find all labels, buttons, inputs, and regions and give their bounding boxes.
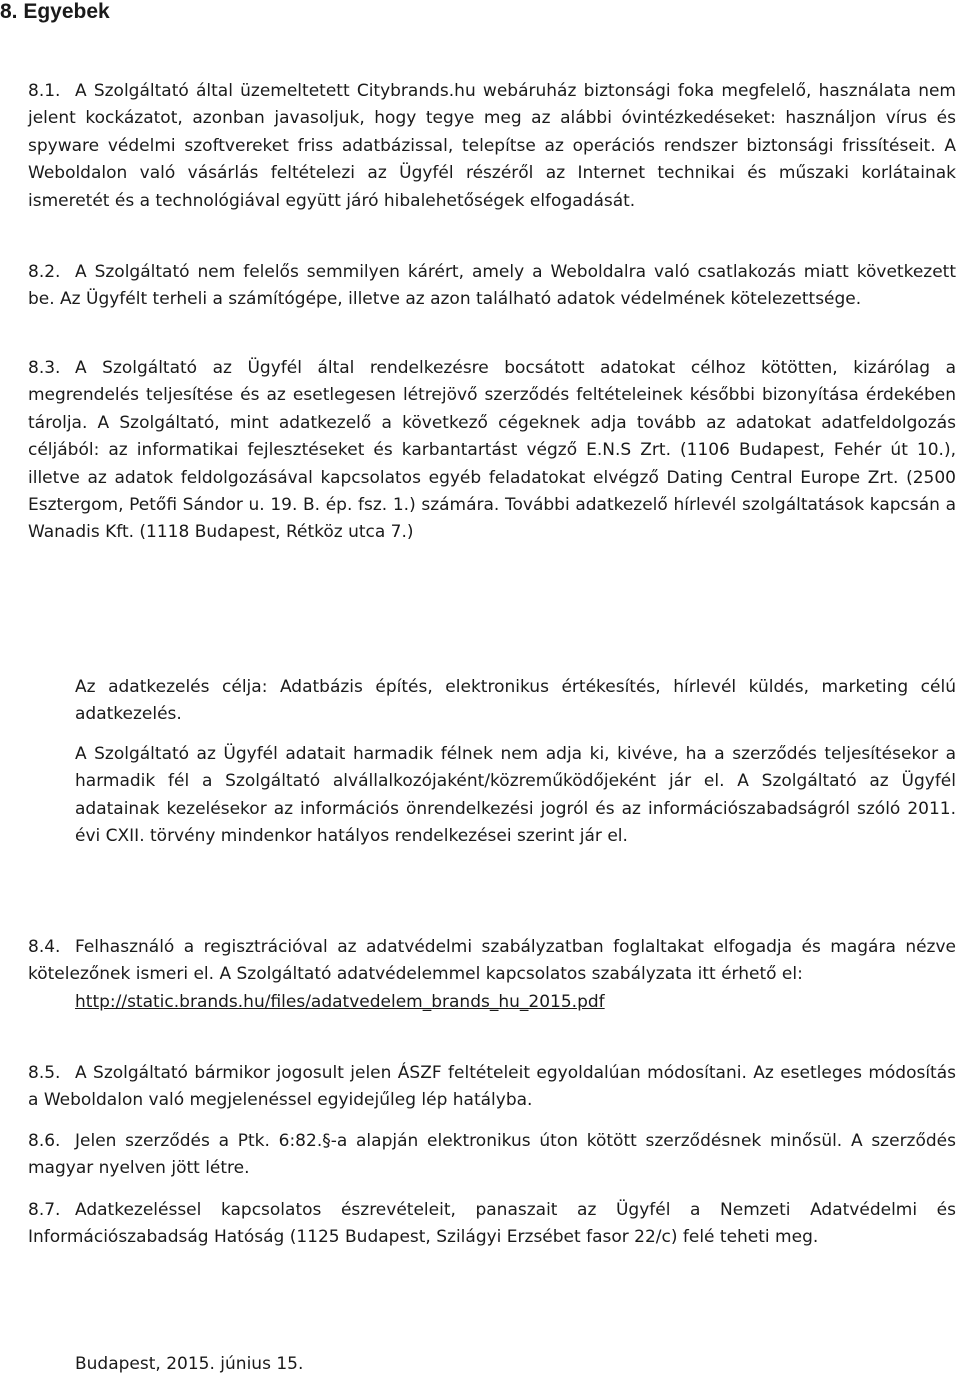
paragraph-number: 8.2. [28,262,61,282]
paragraph-number: 8.3. [28,358,61,378]
paragraph-8-1 [28,78,956,215]
paragraph-third-party [75,741,956,851]
paragraph-number: 8.5. [28,1063,61,1083]
paragraph-text: A Szolgáltató nem felelős semmilyen kárért, amely a Weboldalra való csatlakozás miatt következett be. Az Ügyfélt terheli a számítógépe, illetve az azon található adatok védelmének kötelezettsége. [28,262,956,310]
paragraph-text: A Szolgáltató által üzemeltetett Citybrands.hu webáruház biztonsági foka megfelelő, használata nem jelent kockázatot, azonban javasoljuk, hogy tegye meg az alábbi óvintézkedéseket: használjon vírus és spyware védelmi szoftvereket friss adatbázissal, telepítse az operációs rendszer biztonsági frissítéseit. A Weboldalon való vásárlás feltételezi az Ügyfél részéről az Internet technikai és műszaki korlátainak ismeretét és a technológiával együtt járó hibalehetőségek elfogadását. [28,81,956,211]
place-date-text: Budapest, 2015. június 15. [75,1354,304,1374]
paragraph-8-4 [28,934,956,1016]
paragraph-text: Felhasználó a regisztrációval az adatvédelmi szabályzatban foglaltakat elfogadja és magára nézve kötelezőnek ismeri el. A Szolgáltató adatvédelemmel kapcsolatos szabályzata itt érhető el: [28,937,956,985]
paragraph-number: 8.4. [28,937,61,957]
section-heading: 8. Egyebek [0,0,110,23]
paragraph-8-7 [28,1197,956,1252]
paragraph-text: A Szolgáltató az Ügyfél által rendelkezésre bocsátott adatokat célhoz kötötten, kizárólag a megrendelés teljesítése és az esetlegesen létrejövő szerződés feltételeinek későbbi bizonyítása érdekében tárolja. A Szolgáltató, mint adatkezelő a következő cégeknek adja tovább az adatokat adatfeldolgozás céljából: az informatikai fejlesztéseket és karbantartást végző E.N.S Zrt. (1106 Budapest, Fehér út 10.), illetve az adatok feldolgozásával kapcsolatos egyéb feladatokat elvégző Dating Central Europe Zrt. (2500 Esztergom, Petőfi Sándor u. 19. B. ép. fsz. 1.) számára. További adatkezelő hírlevél szolgáltatások kapcsán a Wanadis Kft. (1118 Budapest, Rétköz utca 7.) [28,358,956,543]
paragraph-text: A Szolgáltató bármikor jogosult jelen ÁSZF feltételeit egyoldalúan módosítani. Az esetleges módosítás a Weboldalon való megjelenéssel egyidejűleg lép hatályba. [28,1063,956,1111]
paragraph-8-3 [28,355,956,547]
paragraph-number: 8.6. [28,1131,61,1151]
paragraph-text: A Szolgáltató az Ügyfél adatait harmadik félnek nem adja ki, kivéve, ha a szerződés teljesítésekor a harmadik fél a Szolgáltató alvállalkozójaként/közreműködőjeként jár el. A Szolgáltató az Ügyfél adatainak kezelésekor az információs önrendelkezési jogról és az információszabadságról szóló 2011. évi CXII. törvény mindenkor hatályos rendelkezései szerint jár el. [75,744,956,847]
paragraph-text: Jelen szerződés a Ptk. 6:82.§-a alapján elektronikus úton kötött szerződésnek minősül. A szerződés magyar nyelven jött létre. [28,1131,956,1179]
paragraph-8-6 [28,1128,956,1183]
paragraph-text: Adatkezeléssel kapcsolatos észrevételeit, panaszait az Ügyfél a Nemzeti Adatvédelmi és Információszabadság Hatóság (1125 Budapest, Szilágyi Erzsébet fasor 22/c) felé teheti meg. [28,1200,956,1248]
paragraph-number: 8.7. [28,1200,61,1220]
paragraph-data-purpose [75,674,956,729]
place-and-date [75,1351,956,1378]
paragraph-8-5 [28,1060,956,1115]
paragraph-8-2 [28,259,956,314]
paragraph-number: 8.1. [28,81,61,101]
paragraph-text: Az adatkezelés célja: Adatbázis építés, elektronikus értékesítés, hírlevél küldés, marketing célú adatkezelés. [75,677,956,725]
privacy-policy-link[interactable]: http://static.brands.hu/files/adatvedelem_brands_hu_2015.pdf [75,991,605,1012]
